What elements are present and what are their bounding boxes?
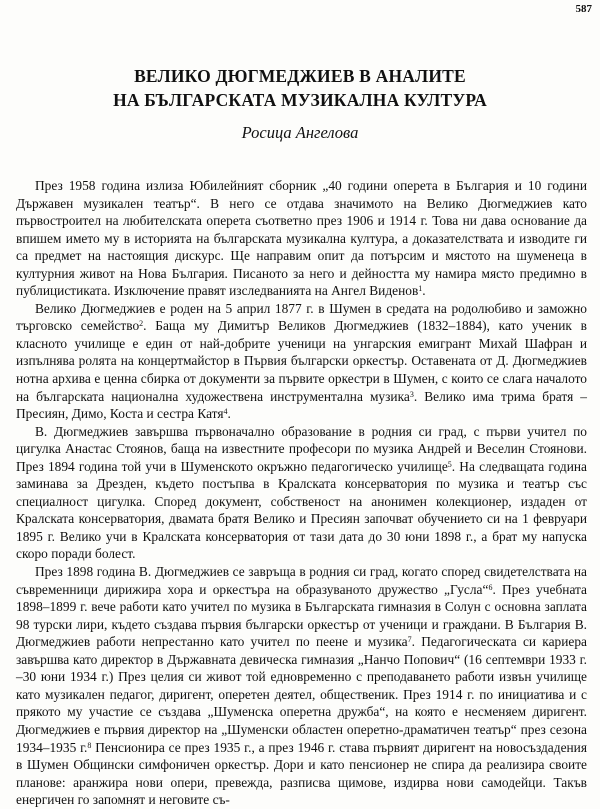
- paragraph: Велико Дюгмеджиев е роден на 5 април 1877 г. в Шумен в средата на родолюбиво и заможно търговско семейство$^2$. Баща му Димитър Великов Дюгмеджиев (1832–1884), като ученик в класното училище е един от най-добрите ученици на унгарския емигрант Михай Шафран и изпълнява ролята на концертмайстор в Първия български оркестър. Оставената от Д. Дюгмеджиев нотна архива е ценна сбирка от документи за първите оркестри в Шумен, с които се слага началото на българската национална художествена инструментална музика$^3$. Велико има трима братя – Пресиян, Димо, Коста и сестра Катя$^4$.: [16, 300, 587, 422]
- footnote-ref[interactable]: 3: [409, 389, 414, 399]
- footnote-ref[interactable]: 4: [223, 407, 228, 417]
- footnote-ref[interactable]: 6: [488, 582, 493, 592]
- title-line-1: ВЕЛИКО ДЮГМЕДЖИЕВ В АНАЛИТЕ: [134, 66, 466, 86]
- paragraph: През 1898 година В. Дюгмеджиев се завръща в родния си град, когато според свидетелствата на съвременници дирижира хора и оркестъра на образуваното дружество „Гусла“$^6$. През учебната 1898–1899 г. вече работи като учител по музика в Българската гимназия в Солун с основна заплата 98 турски лири, където създава първия български оркестър от ученици и граждани. В България В. Дюгмеджиев работи непрестанно като учител по пеене и музика$^7$. Педагогическата си кариера завършва като директор в Държавната девическа гимназия „Нанчо Попович“ (16 септември 1933 г. –30 юни 1934 г.) През целия си живот той едновременно с преподаването работи извън училище като музикален педагог, диригент, оперетен деятел, общественик. През 1914 г. по инициатива и с прякото му участие се създава „Шуменска оперетна дружба“, на която е несменяем диригент. Дюгмеджиев е първия директор на „Шуменски областен оперетно-драматичен театър“ през сезона 1934–1935 г.$^8$ Пенсионира се през 1935 г., а през 1946 г. става първият диригент на новосъздадения в Шумен Общински симфоничен оркестър. Дори и като пенсионер не спира да реализира своите планове: аранжира нови опери, превежда, разписва щимове, издирва нови самодейци. Такъв енергичен го запомнят и неговите съ-: [16, 564, 587, 808]
- footnote-ref[interactable]: 1: [418, 284, 423, 294]
- footnote-ref[interactable]: 2: [139, 319, 144, 329]
- paragraph: През 1958 година излиза Юбилейният сборник „40 години оперета в България и 10 години Държавен музикален театър“. В него се отдава значимото на Велико Дюгмеджиев като първостроител на любителската оперета съответно през 1906 и 1914 г. Това ни дава основание да впишем името му в историята на българската музикална култура, а доказателствата и изводите ги са предмет на настоящия дискурс. Ще направим опит да потърсим и мястото на шуменеца в културния живот на Нова България. Писаното за него и дейността му намира място предимно в публицистиката. Изключение правят изследванията на Ангел Виденов$^1$.: [16, 178, 587, 299]
- author-name: Росица Ангелова: [241, 123, 359, 142]
- article-title: [0, 64, 600, 112]
- title-line-2: НА БЪЛГАРСКАТА МУЗИКАЛНА КУЛТУРА: [113, 90, 487, 110]
- footnote-ref[interactable]: 8: [87, 740, 92, 750]
- article-body: [16, 177, 587, 809]
- footnote-ref[interactable]: 7: [407, 635, 412, 645]
- page-number: 587: [575, 3, 592, 15]
- footnote-ref[interactable]: 5: [447, 459, 452, 469]
- paragraph: В. Дюгмеджиев завършва първоначално образование в родния си град, с първи учител по цигулка Анастас Стоянов, баща на известните професори по музика Андрей и Веселин Стоянови. През 1894 година той учи в Шуменското окръжно педагогическо училище$^5$. На следващата година заминава за Дрезден, където постъпва в Кралската консерватория по музика и театър със специалност цигулка. Според документ, собственост на анонимен колекционер, издаден от Кралската консерватория, двамата братя Велико и Пресиян започват обучението си на 1 февруари 1895 г. Велико учи в Кралската консерватория от тази дата до 30 юни 1898 г., а брат му напуска скоро поради болест.: [16, 423, 587, 562]
